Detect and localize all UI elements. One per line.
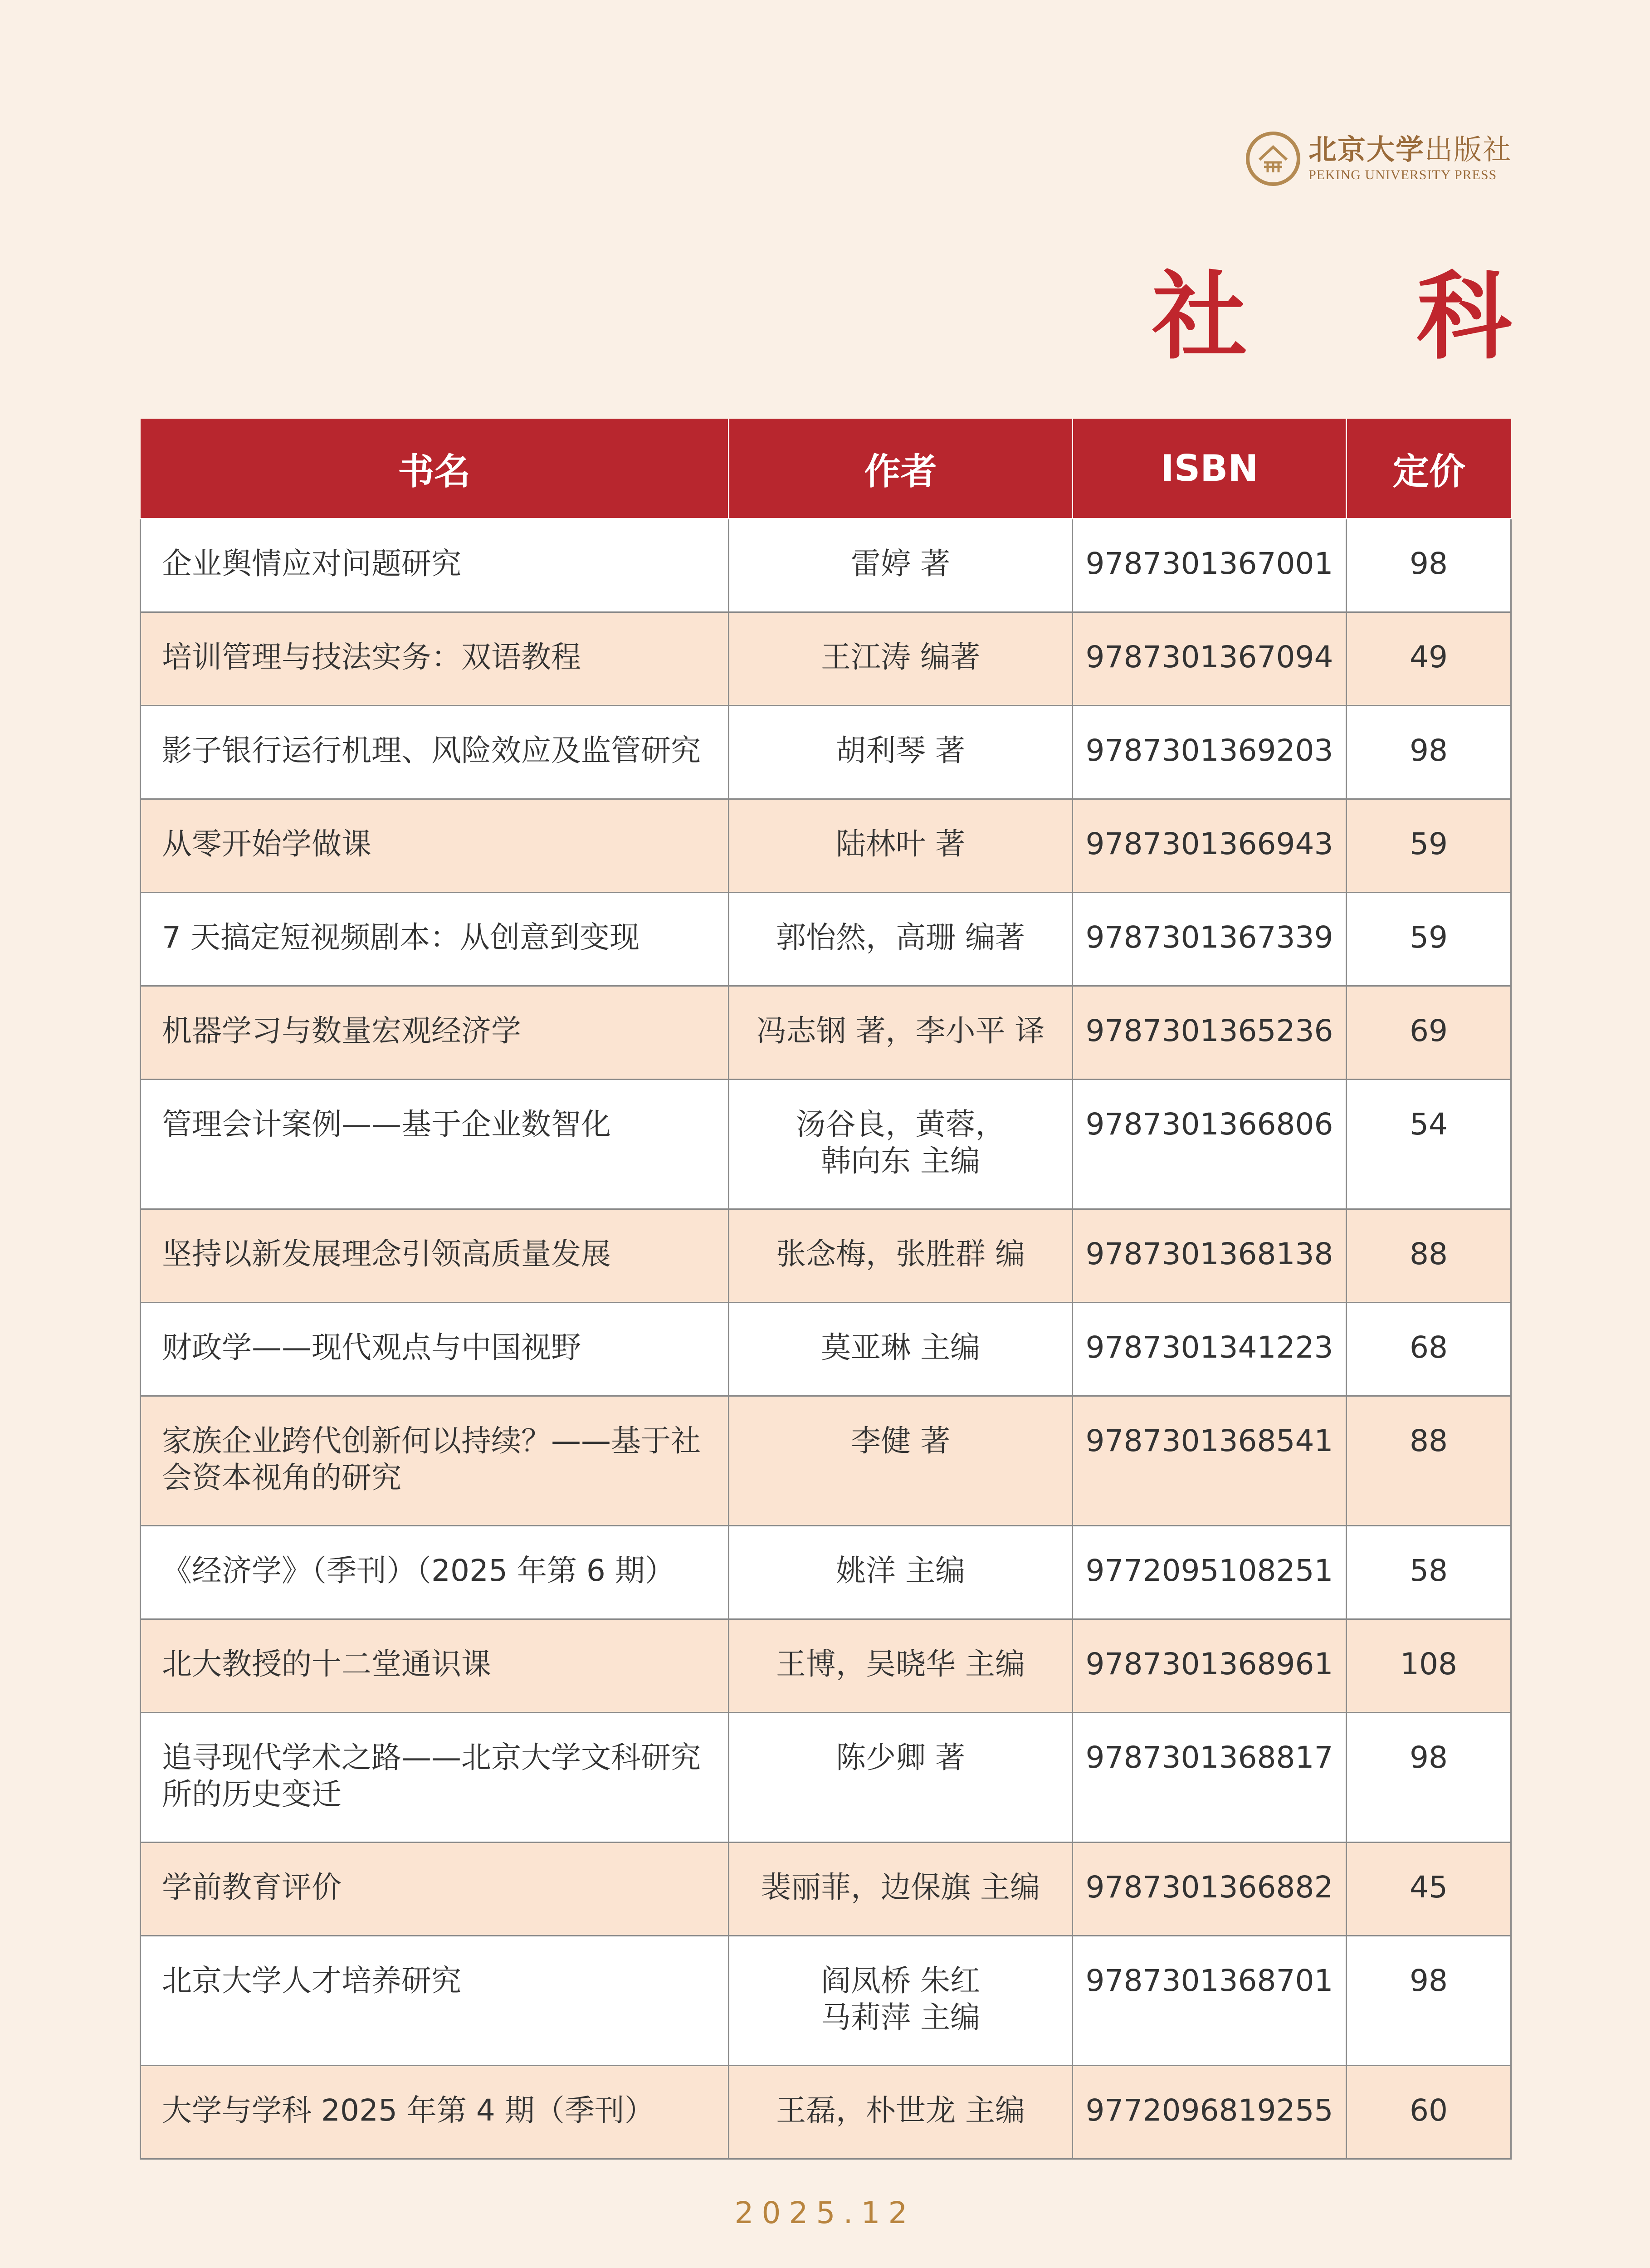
book-isbn: 9787301366806 — [1073, 1080, 1347, 1209]
table-row — [141, 706, 1511, 799]
book-author: 冯志钢 著，李小平 译 — [729, 986, 1073, 1080]
book-title: 企业舆情应对问题研究 — [141, 519, 729, 612]
book-price: 98 — [1347, 706, 1511, 799]
book-title: 学前教育评价 — [141, 1843, 729, 1936]
book-isbn: 9787301368541 — [1073, 1396, 1347, 1526]
logo-text — [1308, 133, 1512, 182]
book-isbn: 9787301368701 — [1073, 1936, 1347, 2066]
book-price: 98 — [1347, 519, 1511, 612]
seal-emblem-graphic — [1255, 141, 1291, 177]
book-price: 88 — [1347, 1396, 1511, 1526]
book-isbn: 9787301368138 — [1073, 1209, 1347, 1303]
book-price: 49 — [1347, 612, 1511, 706]
book-isbn: 9787301341223 — [1073, 1303, 1347, 1396]
book-isbn: 9787301369203 — [1073, 706, 1347, 799]
book-title: 培训管理与技法实务：双语教程 — [141, 612, 729, 706]
table-row — [141, 1396, 1511, 1526]
book-isbn: 9772095108251 — [1073, 1526, 1347, 1619]
column-header-title: 书名 — [141, 419, 729, 519]
book-title: 北大教授的十二堂通识课 — [141, 1619, 729, 1713]
logo-chinese-light: 出版社 — [1424, 133, 1512, 166]
book-price: 60 — [1347, 2066, 1511, 2159]
book-price: 54 — [1347, 1080, 1511, 1209]
column-header-price: 定价 — [1347, 419, 1511, 519]
book-isbn: 9787301367094 — [1073, 612, 1347, 706]
table-row — [141, 1209, 1511, 1303]
book-author: 王磊，朴世龙 主编 — [729, 2066, 1073, 2159]
book-title: 机器学习与数量宏观经济学 — [141, 986, 729, 1080]
book-title: 7 天搞定短视频剧本：从创意到变现 — [141, 893, 729, 986]
book-price: 98 — [1347, 1713, 1511, 1843]
book-isbn: 9787301367001 — [1073, 519, 1347, 612]
table-row — [141, 1526, 1511, 1619]
book-title: 大学与学科 2025 年第 4 期（季刊） — [141, 2066, 729, 2159]
logo-chinese — [1308, 133, 1512, 166]
book-price: 98 — [1347, 1936, 1511, 2066]
table-row — [141, 1713, 1511, 1843]
book-isbn: 9787301368961 — [1073, 1619, 1347, 1713]
book-price: 69 — [1347, 986, 1511, 1080]
logo-chinese-bold: 北京大学 — [1308, 133, 1425, 166]
table-header — [141, 419, 1511, 519]
section-title: 社 科 — [1152, 260, 1580, 372]
book-author: 张念梅，张胜群 编 — [729, 1209, 1073, 1303]
book-title: 坚持以新发展理念引领高质量发展 — [141, 1209, 729, 1303]
table-row — [141, 986, 1511, 1080]
book-price: 59 — [1347, 799, 1511, 893]
footer-date: 2025.12 — [734, 2195, 916, 2230]
book-author: 阎凤桥 朱红 马莉萍 主编 — [729, 1936, 1073, 2066]
book-author: 郭怡然，高珊 编著 — [729, 893, 1073, 986]
table-row — [141, 2066, 1511, 2159]
book-author: 李健 著 — [729, 1396, 1073, 1526]
university-seal-icon — [1246, 132, 1300, 186]
book-title: 家族企业跨代创新何以持续？——基于社 会资本视角的研究 — [141, 1396, 729, 1526]
table-row — [141, 1619, 1511, 1713]
table-body — [141, 519, 1511, 2159]
book-author: 胡利琴 著 — [729, 706, 1073, 799]
book-price: 108 — [1347, 1619, 1511, 1713]
book-author: 裴丽菲，边保旗 主编 — [729, 1843, 1073, 1936]
book-author: 王博，吴晓华 主编 — [729, 1619, 1073, 1713]
table-row — [141, 893, 1511, 986]
book-author: 汤谷良，黄蓉， 韩向东 主编 — [729, 1080, 1073, 1209]
book-isbn: 9772096819255 — [1073, 2066, 1347, 2159]
table-row — [141, 1080, 1511, 1209]
book-title: 财政学——现代观点与中国视野 — [141, 1303, 729, 1396]
book-author: 姚洋 主编 — [729, 1526, 1073, 1619]
table-row — [141, 799, 1511, 893]
book-price: 59 — [1347, 893, 1511, 986]
book-author: 莫亚琳 主编 — [729, 1303, 1073, 1396]
book-price: 68 — [1347, 1303, 1511, 1396]
publisher-logo — [1246, 132, 1512, 186]
book-isbn: 9787301365236 — [1073, 986, 1347, 1080]
book-isbn: 9787301367339 — [1073, 893, 1347, 986]
book-price: 45 — [1347, 1843, 1511, 1936]
book-title: 《经济学》（季刊）（2025 年第 6 期） — [141, 1526, 729, 1619]
table-row — [141, 1843, 1511, 1936]
column-header-isbn: ISBN — [1073, 419, 1347, 519]
book-title: 追寻现代学术之路——北京大学文科研究 所的历史变迁 — [141, 1713, 729, 1843]
book-title: 从零开始学做课 — [141, 799, 729, 893]
book-catalog-table — [140, 419, 1512, 2160]
logo-english: PEKING UNIVERSITY PRESS — [1308, 167, 1497, 182]
column-header-author: 作者 — [729, 419, 1073, 519]
book-isbn: 9787301366882 — [1073, 1843, 1347, 1936]
book-price: 88 — [1347, 1209, 1511, 1303]
book-author: 雷婷 著 — [729, 519, 1073, 612]
table-row — [141, 1936, 1511, 2066]
book-author: 陈少卿 著 — [729, 1713, 1073, 1843]
table-row — [141, 1303, 1511, 1396]
book-isbn: 9787301368817 — [1073, 1713, 1347, 1843]
book-title: 影子银行运行机理、风险效应及监管研究 — [141, 706, 729, 799]
book-title: 北京大学人才培养研究 — [141, 1936, 729, 2066]
book-author: 王江涛 编著 — [729, 612, 1073, 706]
book-author: 陆林叶 著 — [729, 799, 1073, 893]
book-isbn: 9787301366943 — [1073, 799, 1347, 893]
table-row — [141, 519, 1511, 612]
book-price: 58 — [1347, 1526, 1511, 1619]
table-row — [141, 612, 1511, 706]
book-title: 管理会计案例——基于企业数智化 — [141, 1080, 729, 1209]
